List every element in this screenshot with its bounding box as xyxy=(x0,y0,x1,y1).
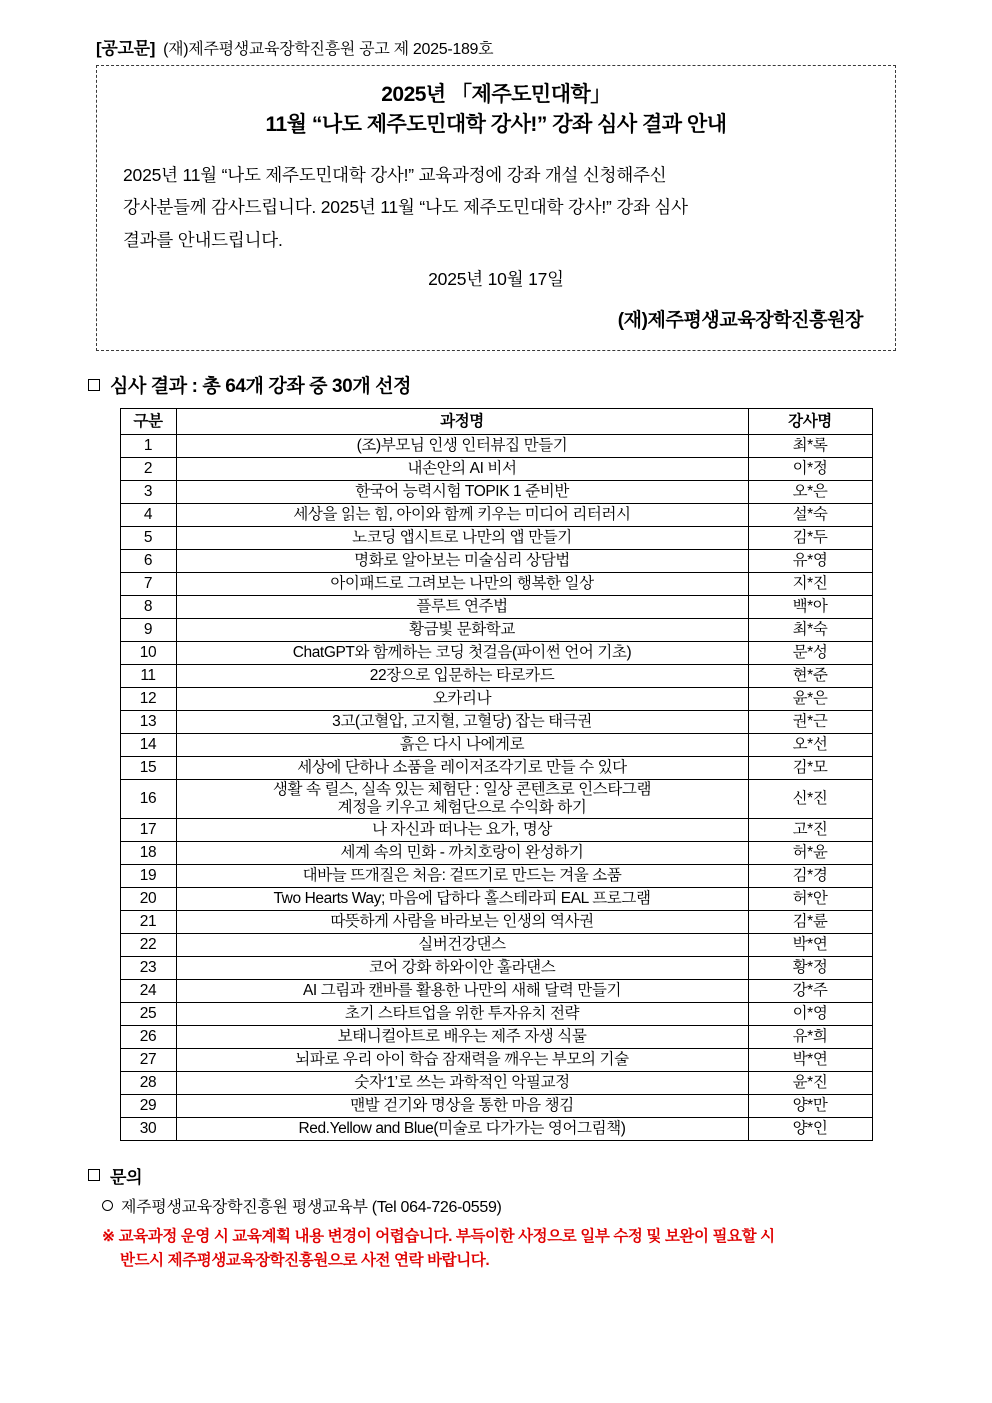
cell-course: 뇌파로 우리 아이 학습 잠재력을 깨우는 부모의 기술 xyxy=(176,1048,748,1071)
table-row xyxy=(120,841,872,864)
asterisk-icon: ※ xyxy=(102,1227,115,1245)
table-row xyxy=(120,550,872,573)
table-row xyxy=(120,596,872,619)
table-row xyxy=(120,864,872,887)
cell-teacher: 유*영 xyxy=(748,550,872,573)
table-row xyxy=(120,435,872,458)
column-header-teacher: 강사명 xyxy=(748,409,872,435)
footer-contact-label: 제주평생교육장학진흥원 평생교육부 (Tel 064-726-0559) xyxy=(121,1198,502,1216)
cell-course xyxy=(176,780,748,819)
table-row xyxy=(120,910,872,933)
footer-warning-line1: 교육과정 운영 시 교육계획 내용 변경이 어렵습니다. 부득이한 사정으로 일부 수정 및 보완이 필요할 시 xyxy=(118,1227,775,1245)
notice-body-line1: 2025년 11월 “나도 제주도민대학 강사!” 교육과정에 강좌 개설 신청해주신 xyxy=(123,164,667,185)
cell-course: 따뜻하게 사람을 바라보는 인생의 역사권 xyxy=(176,910,748,933)
table-row xyxy=(120,504,872,527)
cell-course: 22장으로 입문하는 타로카드 xyxy=(176,665,748,688)
cell-teacher: 김*륜 xyxy=(748,910,872,933)
table-row xyxy=(120,642,872,665)
cell-no: 10 xyxy=(120,642,176,665)
cell-no: 4 xyxy=(120,504,176,527)
footer-warning-line2: 반드시 제주평생교육장학진흥원으로 사전 연락 바랍니다. xyxy=(120,1252,490,1270)
cell-course: Two Hearts Way; 마음에 답하다 홀스테라피 EAL 프로그램 xyxy=(176,887,748,910)
footer-section xyxy=(88,1163,932,1275)
cell-teacher: 강*주 xyxy=(748,979,872,1002)
table-row xyxy=(120,818,872,841)
cell-course: 3고(고혈압, 고지혈, 고혈당) 잡는 태극권 xyxy=(176,711,748,734)
cell-teacher: 문*성 xyxy=(748,642,872,665)
cell-teacher: 오*선 xyxy=(748,734,872,757)
cell-no: 15 xyxy=(120,757,176,780)
notice-body xyxy=(123,159,869,256)
cell-course: (조)부모님 인생 인터뷰집 만들기 xyxy=(176,435,748,458)
cell-no: 27 xyxy=(120,1048,176,1071)
footer-contact xyxy=(102,1194,932,1217)
table-row xyxy=(120,933,872,956)
cell-course: 흙은 다시 나에게로 xyxy=(176,734,748,757)
table-row xyxy=(120,1071,872,1094)
cell-no: 22 xyxy=(120,933,176,956)
cell-no: 8 xyxy=(120,596,176,619)
cell-course: 코어 강화 하와이안 훌라댄스 xyxy=(176,956,748,979)
cell-no: 7 xyxy=(120,573,176,596)
footer-heading xyxy=(88,1163,932,1188)
table-row xyxy=(120,688,872,711)
cell-teacher: 현*준 xyxy=(748,665,872,688)
cell-no: 2 xyxy=(120,458,176,481)
table-row xyxy=(120,956,872,979)
cell-teacher: 허*윤 xyxy=(748,841,872,864)
cell-course-line1: 생활 속 릴스, 실속 있는 체험단 : 일상 콘텐츠로 인스타그램 xyxy=(272,781,652,798)
notice-date: 2025년 10월 17일 xyxy=(428,269,564,289)
cell-no: 18 xyxy=(120,841,176,864)
table-row xyxy=(120,780,872,819)
table-row xyxy=(120,979,872,1002)
cell-teacher: 허*안 xyxy=(748,887,872,910)
cell-no: 29 xyxy=(120,1094,176,1117)
cell-teacher: 양*인 xyxy=(748,1117,872,1140)
notice-number: (재)제주평생교육장학진흥원 공고 제 2025-189호 xyxy=(163,41,494,58)
cell-course: 맨발 걷기와 명상을 통한 마음 챙김 xyxy=(176,1094,748,1117)
cell-course: 숫자‘1’로 쓰는 과학적인 악필교정 xyxy=(176,1071,748,1094)
table-row xyxy=(120,757,872,780)
cell-no: 5 xyxy=(120,527,176,550)
cell-no: 12 xyxy=(120,688,176,711)
notice-body-line3: 결과를 안내드립니다. xyxy=(123,229,283,250)
cell-no: 26 xyxy=(120,1025,176,1048)
footer-heading-label: 문의 xyxy=(110,1167,143,1187)
cell-teacher: 황*정 xyxy=(748,956,872,979)
table-row xyxy=(120,887,872,910)
cell-teacher: 최*숙 xyxy=(748,619,872,642)
table-row xyxy=(120,481,872,504)
notice-title-line1: 2025년 「제주도민대학」 xyxy=(381,83,611,106)
cell-no: 21 xyxy=(120,910,176,933)
notice-signer: (재)제주평생교육장학진흥원장 xyxy=(617,310,863,331)
cell-teacher: 윤*진 xyxy=(748,1071,872,1094)
cell-no: 6 xyxy=(120,550,176,573)
cell-no: 3 xyxy=(120,481,176,504)
cell-course: AI 그림과 캔바를 활용한 나만의 새해 달력 만들기 xyxy=(176,979,748,1002)
cell-course: Red.Yellow and Blue(미술로 다가가는 영어그림책) xyxy=(176,1117,748,1140)
notice-title-line2: 11월 “나도 제주도민대학 강사!” 강좌 심사 결과 안내 xyxy=(265,113,727,137)
table-row xyxy=(120,527,872,550)
table-row xyxy=(120,1025,872,1048)
table-row xyxy=(120,458,872,481)
cell-course: ChatGPT와 함께하는 코딩 첫걸음(파이썬 언어 기초) xyxy=(176,642,748,665)
cell-no: 28 xyxy=(120,1071,176,1094)
cell-teacher: 유*희 xyxy=(748,1025,872,1048)
cell-teacher: 설*숙 xyxy=(748,504,872,527)
cell-no: 17 xyxy=(120,818,176,841)
cell-no: 14 xyxy=(120,734,176,757)
section-heading xyxy=(88,371,932,398)
cell-no: 9 xyxy=(120,619,176,642)
cell-teacher: 지*진 xyxy=(748,573,872,596)
column-header-course: 과정명 xyxy=(176,409,748,435)
table-row xyxy=(120,1048,872,1071)
cell-course: 플루트 연주법 xyxy=(176,596,748,619)
cell-teacher: 양*만 xyxy=(748,1094,872,1117)
table-row xyxy=(120,665,872,688)
table-body xyxy=(120,435,872,1141)
cell-course: 초기 스타트업을 위한 투자유치 전략 xyxy=(176,1002,748,1025)
cell-teacher: 김*경 xyxy=(748,864,872,887)
cell-no: 30 xyxy=(120,1117,176,1140)
cell-no: 1 xyxy=(120,435,176,458)
notice-body-line2: 강사분들께 감사드립니다. 2025년 11월 “나도 제주도민대학 강사!” 강좌 심사 xyxy=(123,197,688,218)
cell-course: 명화로 알아보는 미술심리 상담법 xyxy=(176,550,748,573)
cell-course: 실버건강댄스 xyxy=(176,933,748,956)
cell-teacher: 백*아 xyxy=(748,596,872,619)
cell-no: 20 xyxy=(120,887,176,910)
document-header xyxy=(96,34,932,59)
cell-no: 19 xyxy=(120,864,176,887)
cell-teacher: 최*록 xyxy=(748,435,872,458)
table-row xyxy=(120,711,872,734)
notice-box xyxy=(96,65,896,351)
cell-course-line2: 계정을 키우고 체험단으로 수익화 하기 xyxy=(337,798,587,816)
cell-course: 황금빛 문화학교 xyxy=(176,619,748,642)
cell-course: 대바늘 뜨개질은 처음: 겉뜨기로 만드는 겨울 소품 xyxy=(176,864,748,887)
circle-bullet-icon xyxy=(102,1200,113,1211)
cell-teacher: 김*모 xyxy=(748,757,872,780)
cell-course: 내손안의 AI 비서 xyxy=(176,458,748,481)
cell-course: 세상을 읽는 힘, 아이와 함께 키우는 미디어 리터러시 xyxy=(176,504,748,527)
table-row xyxy=(120,1002,872,1025)
cell-teacher: 권*근 xyxy=(748,711,872,734)
cell-course: 보태니컬아트로 배우는 제주 자생 식물 xyxy=(176,1025,748,1048)
notice-tag: [공고문] xyxy=(96,39,156,58)
section-heading-label: 심사 결과 : 총 64개 강좌 중 30개 선정 xyxy=(110,376,412,397)
cell-no: 23 xyxy=(120,956,176,979)
cell-no: 24 xyxy=(120,979,176,1002)
cell-teacher: 이*영 xyxy=(748,1002,872,1025)
table-row xyxy=(120,1094,872,1117)
course-results-table xyxy=(120,408,873,1141)
cell-no: 11 xyxy=(120,665,176,688)
cell-course: 세상에 단하나 소품을 레이저조각기로 만들 수 있다 xyxy=(176,757,748,780)
cell-no: 25 xyxy=(120,1002,176,1025)
cell-teacher: 오*은 xyxy=(748,481,872,504)
table-row xyxy=(120,1117,872,1140)
cell-teacher: 박*연 xyxy=(748,933,872,956)
table-row xyxy=(120,573,872,596)
cell-course: 세계 속의 민화 - 까치호랑이 완성하기 xyxy=(176,841,748,864)
table-row xyxy=(120,619,872,642)
table-header-row xyxy=(120,409,872,435)
cell-course: 아이패드로 그려보는 나만의 행복한 일상 xyxy=(176,573,748,596)
cell-no: 16 xyxy=(120,780,176,819)
cell-course: 나 자신과 떠나는 요가, 명상 xyxy=(176,818,748,841)
square-bullet-icon xyxy=(88,379,100,391)
cell-teacher: 윤*은 xyxy=(748,688,872,711)
cell-teacher: 고*진 xyxy=(748,818,872,841)
cell-course: 노코딩 앱시트로 나만의 앱 만들기 xyxy=(176,527,748,550)
table-row xyxy=(120,734,872,757)
square-bullet-icon xyxy=(88,1169,100,1181)
cell-course: 한국어 능력시험 TOPIK 1 준비반 xyxy=(176,481,748,504)
footer-warning xyxy=(102,1225,932,1275)
column-header-no: 구분 xyxy=(120,409,176,435)
cell-teacher: 신*진 xyxy=(748,780,872,819)
cell-no: 13 xyxy=(120,711,176,734)
cell-teacher: 김*두 xyxy=(748,527,872,550)
cell-course: 오카리나 xyxy=(176,688,748,711)
cell-teacher: 박*연 xyxy=(748,1048,872,1071)
cell-teacher: 이*정 xyxy=(748,458,872,481)
